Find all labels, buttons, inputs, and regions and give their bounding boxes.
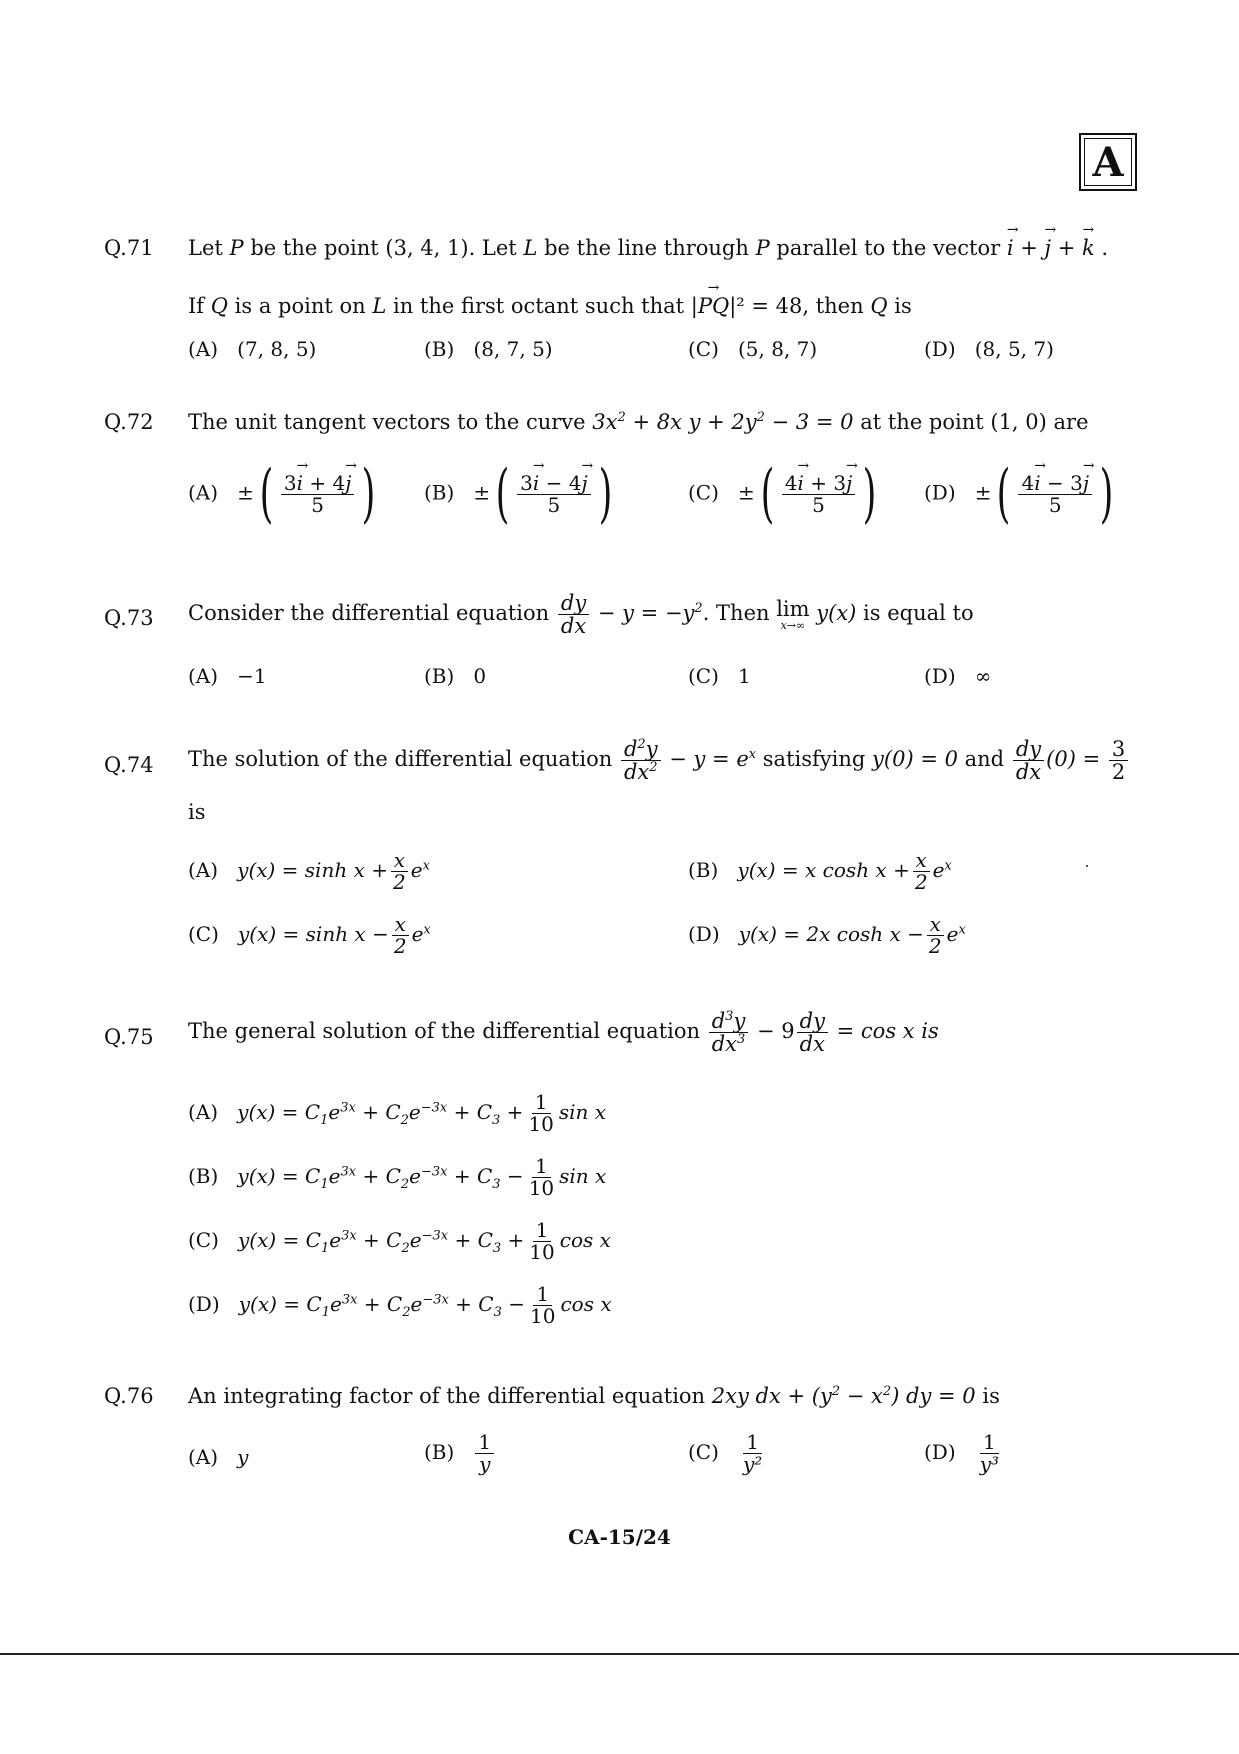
question-76-option-a[interactable]: (A) y	[188, 1445, 249, 1469]
question-74-option-d[interactable]: (D) y(x) = 2x cosh x − $\frac{x}{2}$ $e^x$	[688, 912, 966, 958]
question-73-option-a[interactable]: (A) −1	[188, 664, 267, 688]
page-footer: CA-15/24	[568, 1525, 671, 1549]
question-74-option-c[interactable]: (C) y(x) = sinh x − $\frac{x}{2}$ $e^x$	[188, 912, 431, 958]
question-71-option-c[interactable]: (C) (5, 8, 7)	[688, 337, 818, 361]
question-72-option-a[interactable]: (A) ± ( $\frac{3\to i + 4\to j}{5}$ )	[188, 462, 381, 526]
question-71-option-d[interactable]: (D) (8, 5, 7)	[924, 337, 1054, 361]
question-73-text: Consider the differential equation $\frac{dy}{dx}$ − $y = -y^2$. Then lim x→∞ y(x) is equal to	[188, 591, 974, 639]
question-75-option-b[interactable]: (B) $y(x) = C_1e^{3x} + C_2e^{-3x} + C_3$ − $\frac{1}{10}$ sin x	[188, 1154, 607, 1200]
question-74-text-end: is	[188, 800, 206, 824]
question-72-text: The unit tangent vectors to the curve $3x^2 + 8x$ $y + 2y^2 - 3 = 0$ at the point (1, 0) are	[188, 410, 1089, 434]
page-label-box	[1079, 133, 1137, 191]
question-74-option-a[interactable]: (A) y(x) = sinh x + $\frac{x}{2}$ $e^x$	[188, 848, 430, 894]
question-74-text: The solution of the differential equation $\frac{d^2y}{dx^2}$ − $y = e^x$ satisfying y(0) = 0 and $\frac{dy}{dx}$ (0) = $\frac{3}{2}$	[188, 738, 1130, 783]
question-75-option-d[interactable]: (D) $y(x) = C_1e^{3x} + C_2e^{-3x} + C_3$ − $\frac{1}{10}$ cos x	[188, 1282, 612, 1328]
question-72-option-b[interactable]: (B) ± ( $\frac{3\to i - 4\to j}{5}$ )	[424, 462, 618, 526]
question-71-line-1: Let P be the point (3, 4, 1). Let L be the line through P parallel to the vector → i + → j + → k .	[188, 236, 1108, 260]
question-number-71: Q.71	[104, 236, 154, 260]
page-label: A	[1092, 138, 1124, 186]
curve-equation: $3x^2 + 8x$ $y + 2y^2 - 3 = 0$	[592, 410, 854, 434]
question-number-76: Q.76	[104, 1384, 154, 1408]
question-75-option-a[interactable]: (A) $y(x) = C_1e^{3x} + C_2e^{-3x} + C_3$ + $\frac{1}{10}$ sin x	[188, 1090, 607, 1136]
question-72-option-d[interactable]: (D) ± ( $\frac{4\to i - 3\to j}{5}$ )	[924, 462, 1119, 526]
question-76-option-c[interactable]: (C) $\frac{1}{\text{y²}}$	[688, 1430, 763, 1476]
question-number-73: Q.73	[104, 606, 154, 630]
question-76-option-d[interactable]: (D) $\frac{1}{\text{y³}}$	[924, 1430, 1000, 1476]
question-72-option-c[interactable]: (C) ± ( $\frac{4\to i + 3\to j}{5}$ )	[688, 462, 882, 526]
question-73-option-c[interactable]: (C) 1	[688, 664, 751, 688]
question-number-74: Q.74	[104, 753, 154, 777]
question-76-option-b[interactable]: (B) $\frac{1}{y}$	[424, 1432, 496, 1475]
stray-mark	[1086, 865, 1088, 867]
question-number-75: Q.75	[104, 1025, 154, 1049]
question-number-72: Q.72	[104, 410, 154, 434]
question-73-option-b[interactable]: (B) 0	[424, 664, 487, 688]
question-71-option-b[interactable]: (B) (8, 7, 5)	[424, 337, 553, 361]
question-71-option-a[interactable]: (A) (7, 8, 5)	[188, 337, 317, 361]
question-71-line-2: If Q is a point on L in the first octant such that |→ PQ|² = 48, then Q is	[188, 294, 912, 318]
question-75-option-c[interactable]: (C) $y(x) = C_1e^{3x} + C_2e^{-3x} + C_3$ + $\frac{1}{10}$ cos x	[188, 1218, 611, 1264]
question-76-text: An integrating factor of the differential equation 2xy dx + $(y^2 - x^2)$ dy = 0 is	[188, 1384, 1000, 1408]
question-74-option-b[interactable]: (B) y(x) = x cosh x + $\frac{x}{2}$ $e^x$	[688, 848, 952, 894]
bottom-rule	[0, 1653, 1239, 1655]
question-75-text: The general solution of the differential equation $\frac{d^3y}{dx^3}$ − 9 $\frac{dy}{dx}$ = cos x is	[188, 1009, 939, 1057]
question-73-option-d[interactable]: (D) ∞	[924, 664, 992, 688]
